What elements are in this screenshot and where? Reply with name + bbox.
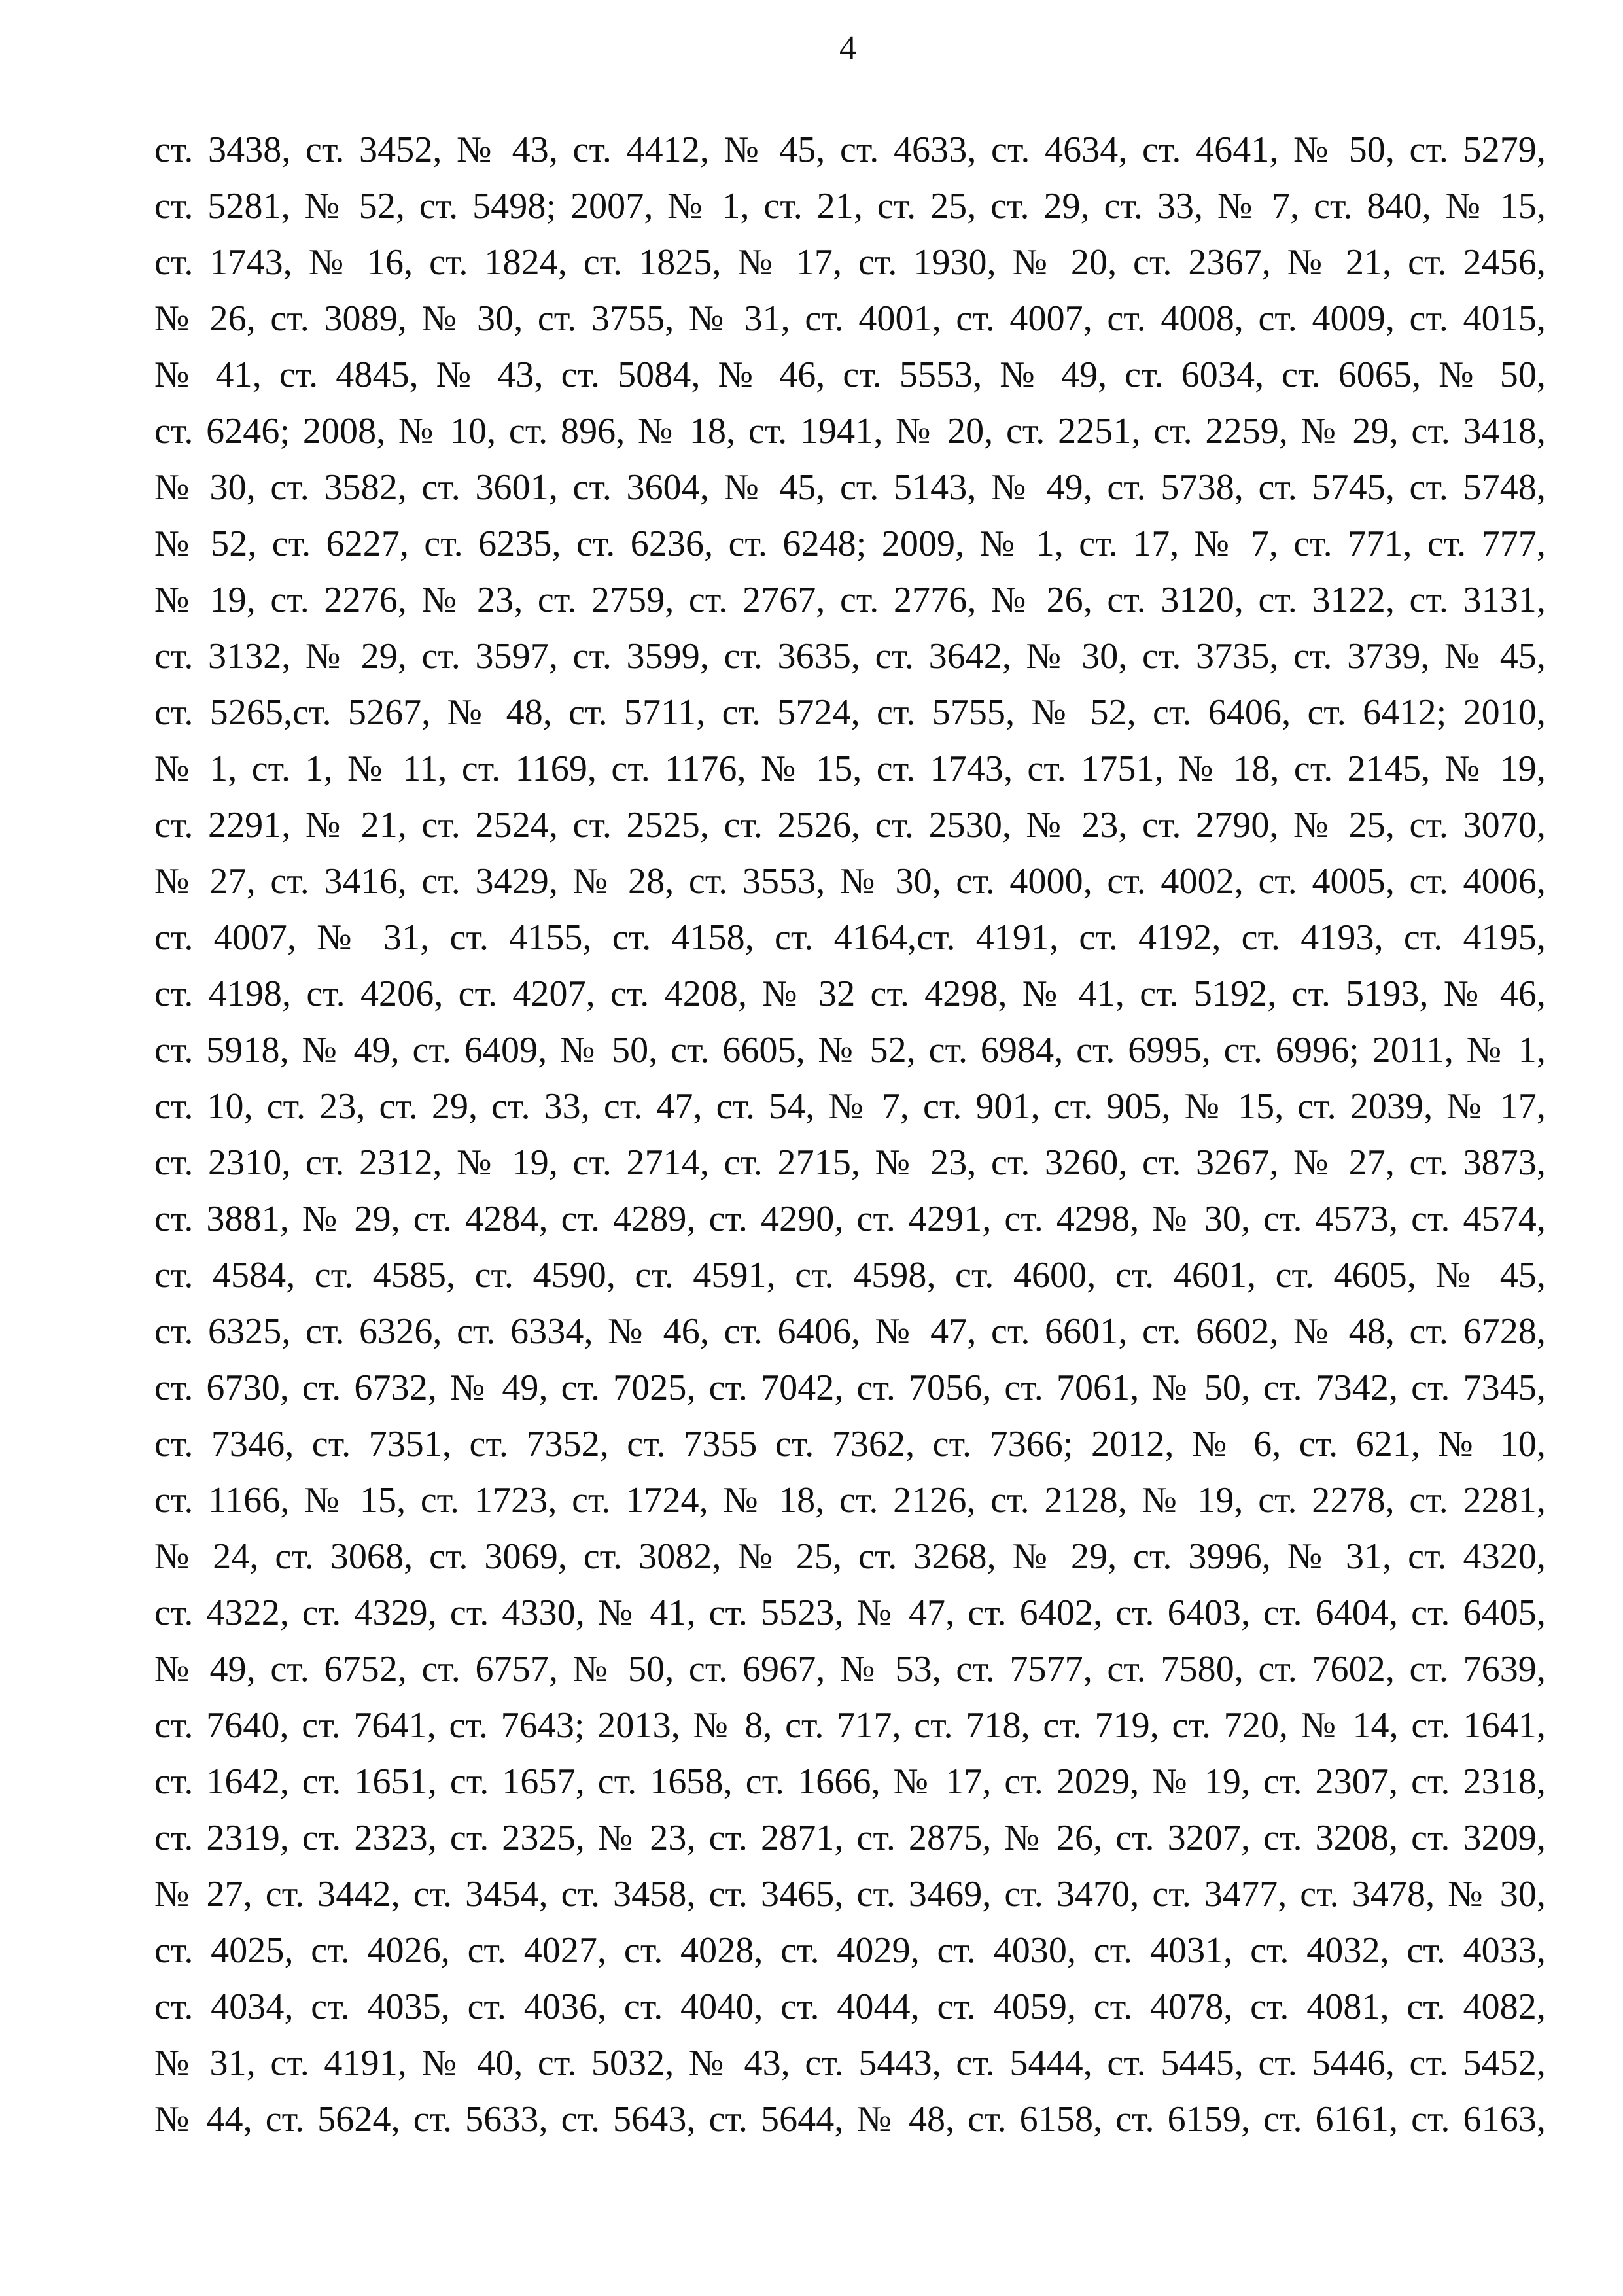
- text-line: ст. 3438, ст. 3452, № 43, ст. 4412, № 45, ст. 4633, ст. 4634, ст. 4641, № 50, ст. 5279,: [154, 130, 1546, 170]
- text-line: № 44, ст. 5624, ст. 5633, ст. 5643, ст. 5644, № 48, ст. 6158, ст. 6159, ст. 6161, ст. 6163,: [154, 2099, 1546, 2140]
- text-line: ст. 4198, ст. 4206, ст. 4207, ст. 4208, № 32 ст. 4298, № 41, ст. 5192, ст. 5193, № 46,: [154, 974, 1546, 1014]
- text-line: № 26, ст. 3089, № 30, ст. 3755, № 31, ст. 4001, ст. 4007, ст. 4008, ст. 4009, ст. 4015,: [154, 298, 1546, 339]
- text-line: ст. 1166, № 15, ст. 1723, ст. 1724, № 18, ст. 2126, ст. 2128, № 19, ст. 2278, ст. 2281,: [154, 1480, 1546, 1521]
- text-line: ст. 6246; 2008, № 10, ст. 896, № 18, ст. 1941, № 20, ст. 2251, ст. 2259, № 29, ст. 3418,: [154, 411, 1546, 451]
- text-line: № 27, ст. 3442, ст. 3454, ст. 3458, ст. 3465, ст. 3469, ст. 3470, ст. 3477, ст. 3478, № 30,: [154, 1874, 1546, 1915]
- text-line: ст. 5265,ст. 5267, № 48, ст. 5711, ст. 5724, ст. 5755, № 52, ст. 6406, ст. 6412; 2010,: [154, 692, 1546, 733]
- text-line: ст. 4034, ст. 4035, ст. 4036, ст. 4040, ст. 4044, ст. 4059, ст. 4078, ст. 4081, ст. 4082,: [154, 1987, 1546, 2027]
- text-line: ст. 4025, ст. 4026, ст. 4027, ст. 4028, ст. 4029, ст. 4030, ст. 4031, ст. 4032, ст. 4033,: [154, 1930, 1546, 1971]
- text-line: № 30, ст. 3582, ст. 3601, ст. 3604, № 45, ст. 5143, № 49, ст. 5738, ст. 5745, ст. 5748,: [154, 467, 1546, 508]
- body-text: [154, 122, 1546, 2147]
- text-line: ст. 5918, № 49, ст. 6409, № 50, ст. 6605, № 52, ст. 6984, ст. 6995, ст. 6996; 2011, № 1,: [154, 1030, 1546, 1070]
- text-line: ст. 5281, № 52, ст. 5498; 2007, № 1, ст. 21, ст. 25, ст. 29, ст. 33, № 7, ст. 840, № 15,: [154, 186, 1546, 226]
- text-line: № 24, ст. 3068, ст. 3069, ст. 3082, № 25, ст. 3268, № 29, ст. 3996, № 31, ст. 4320,: [154, 1536, 1546, 1577]
- text-line: ст. 7346, ст. 7351, ст. 7352, ст. 7355 ст. 7362, ст. 7366; 2012, № 6, ст. 621, № 10,: [154, 1424, 1546, 1464]
- page-number: 4: [839, 29, 856, 67]
- text-line: № 27, ст. 3416, ст. 3429, № 28, ст. 3553, № 30, ст. 4000, ст. 4002, ст. 4005, ст. 4006,: [154, 861, 1546, 902]
- text-line: № 1, ст. 1, № 11, ст. 1169, ст. 1176, № 15, ст. 1743, ст. 1751, № 18, ст. 2145, № 19,: [154, 749, 1546, 789]
- text-line: № 49, ст. 6752, ст. 6757, № 50, ст. 6967, № 53, ст. 7577, ст. 7580, ст. 7602, ст. 7639,: [154, 1649, 1546, 1689]
- text-line: ст. 2319, ст. 2323, ст. 2325, № 23, ст. 2871, ст. 2875, № 26, ст. 3207, ст. 3208, ст. 3209,: [154, 1818, 1546, 1858]
- text-line: № 41, ст. 4845, № 43, ст. 5084, № 46, ст. 5553, № 49, ст. 6034, ст. 6065, № 50,: [154, 355, 1546, 395]
- text-line: ст. 6730, ст. 6732, № 49, ст. 7025, ст. 7042, ст. 7056, ст. 7061, № 50, ст. 7342, ст. 7345,: [154, 1368, 1546, 1408]
- text-line: ст. 3881, № 29, ст. 4284, ст. 4289, ст. 4290, ст. 4291, ст. 4298, № 30, ст. 4573, ст. 4574,: [154, 1199, 1546, 1239]
- text-line: ст. 1743, № 16, ст. 1824, ст. 1825, № 17, ст. 1930, № 20, ст. 2367, № 21, ст. 2456,: [154, 242, 1546, 283]
- text-line: ст. 4584, ст. 4585, ст. 4590, ст. 4591, ст. 4598, ст. 4600, ст. 4601, ст. 4605, № 45,: [154, 1255, 1546, 1296]
- text-line: № 19, ст. 2276, № 23, ст. 2759, ст. 2767, ст. 2776, № 26, ст. 3120, ст. 3122, ст. 3131,: [154, 580, 1546, 620]
- text-line: ст. 4007, № 31, ст. 4155, ст. 4158, ст. 4164,ст. 4191, ст. 4192, ст. 4193, ст. 4195,: [154, 917, 1546, 958]
- text-line: ст. 7640, ст. 7641, ст. 7643; 2013, № 8, ст. 717, ст. 718, ст. 719, ст. 720, № 14, ст. 1641,: [154, 1705, 1546, 1746]
- text-line: ст. 10, ст. 23, ст. 29, ст. 33, ст. 47, ст. 54, № 7, ст. 901, ст. 905, № 15, ст. 2039, № 17,: [154, 1086, 1546, 1127]
- text-line: ст. 6325, ст. 6326, ст. 6334, № 46, ст. 6406, № 47, ст. 6601, ст. 6602, № 48, ст. 6728,: [154, 1311, 1546, 1352]
- text-line: № 52, ст. 6227, ст. 6235, ст. 6236, ст. 6248; 2009, № 1, ст. 17, № 7, ст. 771, ст. 777,: [154, 523, 1546, 564]
- text-line: ст. 2310, ст. 2312, № 19, ст. 2714, ст. 2715, № 23, ст. 3260, ст. 3267, № 27, ст. 3873,: [154, 1142, 1546, 1183]
- text-line: ст. 1642, ст. 1651, ст. 1657, ст. 1658, ст. 1666, № 17, ст. 2029, № 19, ст. 2307, ст. 2318,: [154, 1761, 1546, 1802]
- text-line: № 31, ст. 4191, № 40, ст. 5032, № 43, ст. 5443, ст. 5444, ст. 5445, ст. 5446, ст. 5452,: [154, 2043, 1546, 2083]
- text-line: ст. 3132, № 29, ст. 3597, ст. 3599, ст. 3635, ст. 3642, № 30, ст. 3735, ст. 3739, № 45,: [154, 636, 1546, 677]
- text-line: ст. 2291, № 21, ст. 2524, ст. 2525, ст. 2526, ст. 2530, № 23, ст. 2790, № 25, ст. 3070,: [154, 805, 1546, 845]
- text-line: ст. 4322, ст. 4329, ст. 4330, № 41, ст. 5523, № 47, ст. 6402, ст. 6403, ст. 6404, ст. 6405,: [154, 1593, 1546, 1633]
